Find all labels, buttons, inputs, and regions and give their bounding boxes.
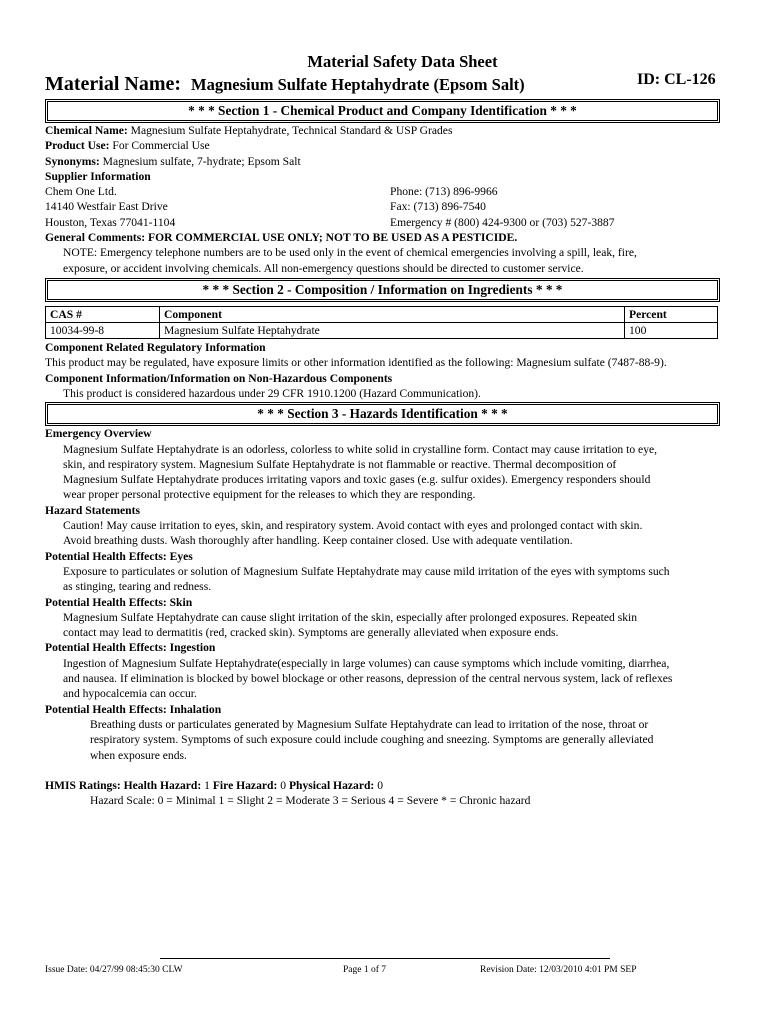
supplier-name: Chem One Ltd. — [45, 185, 117, 199]
table-header-percent: Percent — [625, 307, 718, 323]
physical-hazard-label: Physical Hazard: — [288, 778, 375, 792]
section-3-header — [45, 402, 720, 426]
supplier-fax: Fax: (713) 896-7540 — [390, 200, 486, 214]
ingestion-line: Ingestion of Magnesium Sulfate Heptahydrate(especially in large volumes) can cause symptoms which include vomiting, diarrhea, — [63, 656, 670, 670]
hazard-statements-label: Hazard Statements — [45, 503, 140, 517]
supplier-city: Houston, Texas 77041-1104 — [45, 215, 176, 229]
footer-revision-date: Revision Date: 12/03/2010 4:01 PM SEP — [480, 965, 637, 975]
nonhaz-label: Component Information/Information on Non-Hazardous Components — [45, 371, 393, 385]
chemical-name-label: Chemical Name: — [45, 124, 128, 137]
fire-hazard-value: 0 — [280, 778, 287, 792]
synonyms-label: Synonyms: — [45, 154, 100, 168]
document-title: Material Safety Data Sheet — [307, 52, 498, 71]
table-header-row — [46, 307, 718, 323]
skin-line: Magnesium Sulfate Heptahydrate can cause slight irritation of the skin, especially after prolonged exposures. Repeated skin — [63, 610, 638, 624]
eyes-line: Exposure to particulates or solution of Magnesium Sulfate Heptahydrate may cause mild irritation of the eyes with symptoms such — [63, 564, 670, 578]
hmis-label: HMIS Ratings: — [45, 778, 121, 792]
ingestion-line: and nausea. If elimination is blocked by bowel blockage or other reasons, depression of the central nervous system, lack of reflexes — [63, 672, 673, 686]
emergency-overview-line: skin, and respiratory system. Magnesium Sulfate Heptahydrate is not flammable or reactive. Thermal decomposition of — [63, 457, 617, 471]
chemical-name-value: Magnesium Sulfate Heptahydrate, Technical Standard & USP Grades — [130, 124, 453, 137]
material-name-label: Material Name: — [45, 73, 182, 95]
ingestion-line: and hypocalcemia can occur. — [63, 687, 197, 701]
supplier-phone: Phone: (713) 896-9966 — [390, 185, 498, 199]
hazard-scale: Hazard Scale: 0 = Minimal 1 = Slight 2 = Moderate 3 = Serious 4 = Severe * = Chronic hazard — [90, 794, 531, 808]
emergency-overview-line: Magnesium Sulfate Heptahydrate produces irritating vapors and toxic gases (e.g. sulfur oxides). Emergency responders should — [63, 473, 651, 487]
nonhaz-text: This product is considered hazardous under 29 CFR 1910.1200 (Hazard Communication). — [63, 386, 481, 400]
supplier-street: 14140 Westfair East Drive — [45, 200, 168, 214]
emergency-overview-line: wear proper personal protective equipment for the releases to which they are responding. — [63, 488, 476, 502]
skin-line: contact may lead to dermatitis (red, cracked skin). Symptoms are generally alleviated when exposure ends. — [63, 626, 559, 640]
health-hazard-value: 1 — [204, 778, 210, 792]
note-line: NOTE: Emergency telephone numbers are to be used only in the event of chemical emergencies involving a spill, leak, fire, — [63, 246, 637, 260]
material-title-row — [45, 72, 720, 98]
supplier-emergency: Emergency # (800) 424-9300 or (703) 527-3887 — [390, 215, 615, 229]
supplier-block — [45, 184, 720, 230]
percent-cell: 100 — [625, 323, 718, 339]
footer-issue-date: Issue Date: 04/27/99 08:45:30 CLW — [45, 965, 183, 975]
chemical-name-row — [45, 123, 720, 138]
composition-table — [45, 306, 718, 339]
material-name-value: Magnesium Sulfate Heptahydrate (Epsom Salt) — [191, 75, 525, 94]
inhalation-line: respiratory system. Symptoms of such exposure could include coughing and sneezing. Symptoms are generally alleviated — [90, 733, 654, 747]
skin-label: Potential Health Effects: Skin — [45, 595, 193, 609]
section-2-title: * * * Section 2 - Composition / Information on Ingredients * * * — [47, 280, 718, 300]
product-use-row — [45, 138, 720, 153]
table-header-component: Component — [160, 307, 625, 323]
inhalation-line: when exposure ends. — [90, 748, 187, 762]
hazard-statements-line: Avoid breathing dusts. Wash thoroughly after handling. Keep container closed. Use with adequate ventilation. — [63, 534, 573, 548]
reg-info-label: Component Related Regulatory Information — [45, 341, 266, 355]
physical-hazard-value: 0 — [377, 778, 383, 792]
inhalation-line: Breathing dusts or particulates generated by Magnesium Sulfate Heptahydrate can lead to irritation of the nose, throat or — [90, 717, 649, 731]
reg-info-text: This product may be regulated, have exposure limits or other information identified as the following: Magnesium sulfate (7487-88-9). — [45, 356, 667, 370]
health-hazard-label: Health Hazard: — [123, 778, 202, 792]
ingestion-label: Potential Health Effects: Ingestion — [45, 641, 216, 655]
footer-divider — [160, 958, 610, 959]
supplier-contacts — [390, 184, 615, 230]
fire-hazard-label: Fire Hazard: — [212, 778, 278, 792]
product-use-value: For Commercial Use — [112, 139, 210, 153]
section-3-title: * * * Section 3 - Hazards Identification * * * — [47, 404, 718, 424]
document-id: ID: CL-126 — [637, 71, 716, 88]
synonyms-row — [45, 154, 720, 169]
msds-page — [45, 52, 720, 808]
component-cell: Magnesium Sulfate Heptahydrate — [160, 323, 625, 339]
inhalation-label: Potential Health Effects: Inhalation — [45, 702, 222, 716]
supplier-address — [45, 184, 175, 230]
synonyms-value: Magnesium sulfate, 7-hydrate; Epsom Salt — [102, 154, 301, 168]
table-row — [46, 323, 718, 339]
footer-page-number: Page 1 of 7 — [343, 965, 387, 975]
section-1-title: * * * Section 1 - Chemical Product and Company Identification * * * — [47, 101, 718, 121]
emergency-overview-line: Magnesium Sulfate Heptahydrate is an odorless, colorless to white solid in crystalline form. Contact may cause irritation to eye, — [63, 442, 658, 456]
table-header-cas: CAS # — [46, 307, 160, 323]
eyes-label: Potential Health Effects: Eyes — [45, 549, 193, 563]
product-use-label: Product Use: — [45, 139, 110, 153]
supplier-info-label: Supplier Information — [45, 169, 151, 183]
hmis-ratings-row — [45, 778, 720, 793]
section-1-header — [45, 99, 720, 123]
note-line: exposure, or accident involving chemicals. All non-emergency questions should be directed to customer service. — [63, 261, 584, 275]
eyes-line: as stinging, tearing and redness. — [63, 580, 212, 594]
cas-cell: 10034-99-8 — [46, 323, 160, 339]
general-comments: General Comments: FOR COMMERCIAL USE ONLY; NOT TO BE USED AS A PESTICIDE. — [45, 231, 518, 245]
emergency-overview-label: Emergency Overview — [45, 427, 152, 441]
hazard-statements-line: Caution! May cause irritation to eyes, skin, and respiratory system. Avoid contact with eyes and prolonged contact with skin. — [63, 519, 643, 533]
section-2-header — [45, 278, 720, 302]
